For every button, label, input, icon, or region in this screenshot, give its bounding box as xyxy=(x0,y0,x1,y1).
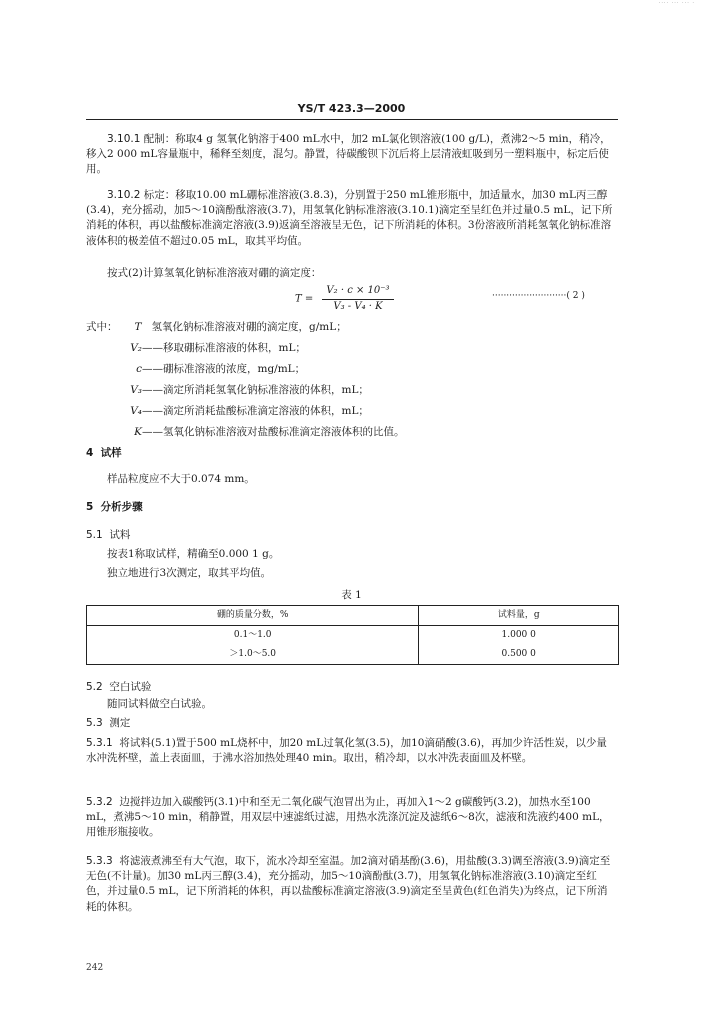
variable-desc: ——滴定所消耗盐酸标准滴定溶液的体积，mL； xyxy=(142,405,369,417)
section-4-heading xyxy=(86,446,616,461)
formula-denominator: V₃ - V₄ · K xyxy=(333,300,383,312)
variable-desc: ——氢氧化钠标准溶液对盐酸标准滴定溶液体积的比值。 xyxy=(142,426,405,438)
top-edge-mark: ···· ··· ··· · xyxy=(658,0,695,6)
clause-text: 将滤液煮沸至有大气泡，取下，流水冷却至室温。加2滴对硝基酚(3.6)，用盐酸(3.3)调至溶液(3.9)滴定至无色(不计量)。加30 mL丙三醇(3.4)，充分摇动，加5～10滴酚酞(3.7)，用氢氧化钠标准溶液(3.10)滴定至红色，并过量0.5 mL，记下所消耗的体积，再以盐酸标准滴定溶液(3.9)滴定至呈黄色(红色消失)为终点，记下所消耗的体积。 xyxy=(86,855,611,913)
clause-title: 空白试验 xyxy=(109,681,152,693)
table-1-title: 表 1 xyxy=(341,589,362,601)
variable-row xyxy=(86,404,606,425)
variable-row xyxy=(86,341,606,362)
clause-text: 标定：移取10.00 mL硼标准溶液(3.8.3)，分别置于250 mL锥形瓶中，加适量水，加30 mL丙三醇(3.4)，充分摇动，加5～10滴酚酞溶液(3.7)，用氢氧化钠标准溶液(3.10.1)滴定至呈红色并过量0.5 mL，记下所消耗的体积，再以盐酸标准滴定溶液(3.9)返滴至溶液呈无色，记下所消耗的体积。3份溶液所消耗氢氧化钠标准溶液体积的极差值不超过0.05 mL，取其平均值。 xyxy=(86,189,613,247)
formula-fraction xyxy=(322,284,393,314)
formula-numerator: V₂ · c × 10⁻³ xyxy=(322,284,393,300)
clause-number: 5.2 xyxy=(86,681,103,693)
clause-number: 5.3.1 xyxy=(86,737,113,749)
clause-text: 边搅拌边加入碳酸钙(3.1)中和至无二氧化碳气泡冒出为止，再加入1～2 g碳酸钙(3.2)，加热水至100 mL，煮沸5～10 min，稍静置，用双层中速滤纸过滤，用热水洗涤沉淀及滤纸6～8次，滤液和洗液约400 mL，用锥形瓶接收。 xyxy=(86,796,610,839)
table-cell: 0.500 0 xyxy=(419,645,619,665)
clause-title: 测定 xyxy=(109,717,131,729)
clause-number: 5.1 xyxy=(86,529,103,541)
clause-number: 3.10.1 xyxy=(107,133,141,145)
section-title: 试样 xyxy=(100,447,122,459)
table-header-cell: 试料量，g xyxy=(419,606,619,626)
vars-prefix: 式中： xyxy=(86,321,118,333)
clause-5-3-heading xyxy=(86,716,616,731)
variable-desc: ——移取硼标准溶液的体积，mL； xyxy=(142,342,306,354)
formula-2 xyxy=(295,284,394,314)
formula-lhs: T = xyxy=(295,293,314,305)
clause-number: 5.3.2 xyxy=(86,796,113,808)
clause-5-1-line1: 按表1称取试样，精确至0.000 1 g。 xyxy=(107,548,280,560)
clause-number: 5.3.3 xyxy=(86,855,113,867)
variable-row xyxy=(86,425,606,446)
clause-text: 配制：称取4 g 氢氧化钠溶于400 mL水中，加2 mL氯化钡溶液(100 g/L)，煮沸2～5 min，稍冷，移入2 000 mL容量瓶中，稀释至刻度，混匀。静置，待碳酸钡下沉后将上层清液虹吸到另一塑料瓶中，标定后使用。 xyxy=(86,133,611,176)
clause-5-1-line2: 独立地进行3次测定，取其平均值。 xyxy=(107,567,272,579)
variable-symbol: T xyxy=(134,321,142,333)
table-cell: ＞1.0～5.0 xyxy=(87,645,419,665)
table-header-cell: 硼的质量分数，% xyxy=(87,606,419,626)
section-title: 分析步骤 xyxy=(100,501,143,513)
variable-symbol: K xyxy=(134,426,142,438)
section-number: 5 xyxy=(86,501,94,513)
table-header-row xyxy=(87,606,619,626)
table-cell: 1.000 0 xyxy=(419,626,619,646)
page-number: 242 xyxy=(86,963,104,973)
table-row xyxy=(87,645,619,665)
clause-5-2-text: 随同试料做空白试验。 xyxy=(107,698,212,710)
clause-5-1-heading xyxy=(86,528,616,543)
formula-intro: 按式(2)计算氢氧化钠标准溶液对硼的滴定度： xyxy=(107,267,322,279)
clause-text: 将试料(5.1)置于500 mL烧杯中，加20 mL过氧化氢(3.5)，加10滴硝酸(3.6)，再加少许活性炭，以少量水冲洗杯壁，盖上表面皿，于沸水浴加热处理40 min。取出，稍冷却，以水冲洗表面皿及杯壁。 xyxy=(86,737,607,765)
clause-5-3-2 xyxy=(86,795,616,841)
clause-3-10-1 xyxy=(86,132,616,178)
table-cell: 0.1～1.0 xyxy=(87,626,419,646)
table-row xyxy=(87,626,619,646)
variable-desc: 氢氧化钠标准溶液对硼的滴定度，g/mL； xyxy=(151,321,347,333)
section-number: 4 xyxy=(86,447,94,459)
variable-list xyxy=(86,320,606,446)
clause-number: 3.10.2 xyxy=(107,189,141,201)
clause-title: 试料 xyxy=(109,529,131,541)
clause-3-10-2 xyxy=(86,188,616,249)
variable-row xyxy=(86,383,606,404)
section-4-text: 样品粒度应不大于0.074 mm。 xyxy=(107,473,255,485)
variable-row xyxy=(86,362,606,383)
equation-number: ··························( 2 ) xyxy=(492,291,585,301)
variable-symbol: V₄ xyxy=(130,405,142,417)
section-5-heading xyxy=(86,500,616,515)
variable-symbol: c xyxy=(136,363,142,375)
page-header: YS/T 423.3—2000 xyxy=(297,102,406,115)
clause-5-3-1 xyxy=(86,736,616,766)
clause-5-2-heading xyxy=(86,680,616,695)
variable-desc: ——滴定所消耗氢氧化钠标准溶液的体积，mL； xyxy=(142,384,369,396)
variable-row xyxy=(86,320,606,341)
variable-symbol: V₂ xyxy=(130,342,142,354)
clause-number: 5.3 xyxy=(86,717,103,729)
clause-5-3-3 xyxy=(86,854,616,915)
variable-desc: ——硼标准溶液的浓度，mg/mL； xyxy=(142,363,306,375)
header-rule xyxy=(86,119,618,120)
table-1 xyxy=(86,605,619,665)
variable-symbol: V₃ xyxy=(130,384,142,396)
